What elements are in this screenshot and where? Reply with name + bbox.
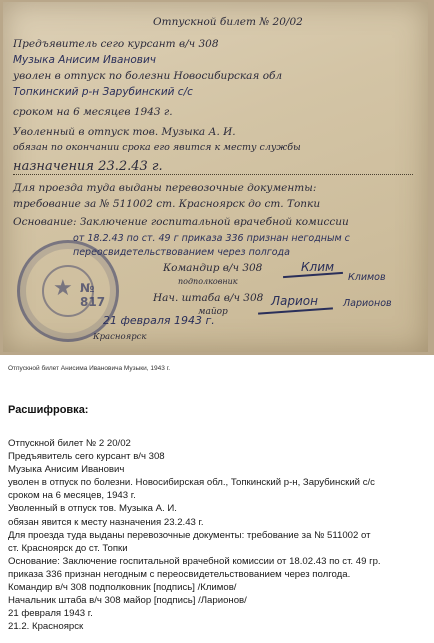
doc-line: Командир в/ч 308 [163,262,263,274]
doc-line: требование за № 511002 ст. Красноярск до ст. Топки [13,198,321,210]
star-icon: ★ [53,276,73,301]
photo-caption: Отпускной билет Анисима Ивановича Музыки, 1943 г. [8,365,171,372]
transcription-line: Музыка Анисим Иванович [8,464,125,476]
doc-line: Топкинский р-н Зарубинский с/с [13,86,193,98]
transcription-line: Командир в/ч 308 подполковник [подпись] /Климов/ [8,582,237,594]
round-stamp [17,240,119,342]
transcription-line: Предъявитель сего курсант в/ч 308 [8,451,165,463]
transcription-line: Уволенный в отпуск тов. Музыка А. И. [8,503,177,515]
transcription-line: обязан явится к месту назначения 23.2.43 г. [8,516,204,528]
transcription-heading: Расшифровка: [8,404,89,416]
transcription-line: ст. Красноярск до ст. Топки [8,542,128,554]
signature-commander: Клим [301,260,335,274]
doc-line: Нач. штаба в/ч 308 [153,292,264,304]
leave-ticket-paper [3,2,428,352]
doc-line: сроком на 6 месяцев 1943 г. [13,106,173,118]
doc-line: Предъявитель сего курсант в/ч 308 [13,38,219,50]
doc-line: обязан по окончании срока его явится к месту службы [13,142,301,153]
doc-line: назначения 23.2.43 г. [13,159,163,174]
transcription-line: 21 февраля 1943 г. [8,608,93,620]
doc-line: 21 февраля 1943 г. [103,314,215,327]
transcription-line: Основание: Заключение госпитальной врачебной комиссии от 18.02.43 по ст. 49 гр. [8,555,381,567]
doc-line: Для проезда туда выданы перевозочные документы: [13,182,317,194]
signature-stroke [258,307,333,314]
doc-line: уволен в отпуск по болезни Новосибирская обл [13,70,283,82]
signature-chief-of-staff: Ларион [271,294,318,308]
doc-line: Основание: Заключение госпитальной врачебной комиссии [13,216,349,228]
doc-line: Музыка Анисим Иванович [13,54,156,66]
transcription-line: приказа 336 признан негодным с переосвидетельствованием через полгода. [8,568,351,580]
doc-line: Климов [348,272,386,283]
stamp-number: № 817 [80,281,106,309]
transcription-line: сроком на 6 месяцев, 1943 г. [8,490,136,502]
document-header: Отпускной билет № 20/02 [153,16,303,28]
doc-line: майор [198,307,228,317]
transcription-line: Отпускной билет № 2 20/02 [8,438,131,449]
divider [13,174,413,175]
doc-line: Уволенный в отпуск тов. Музыка А. И. [13,126,236,138]
doc-line: от 18.2.43 по ст. 49 г приказа 336 признан негодным с [73,233,350,244]
doc-line: переосвидетельствованием через полгода [73,247,290,258]
doc-line: подполковник [178,277,238,286]
doc-line: Ларионов [343,298,392,309]
transcription-line: Начальник штаба в/ч 308 майор [подпись] /Ларионов/ [8,595,247,607]
transcription [8,437,434,633]
transcription-line: Для проезда туда выданы перевозочные документы: требование за № 511002 от [8,529,371,541]
transcription-line: 21.2. Красноярск [8,621,84,633]
doc-line: Красноярск [93,332,147,342]
transcription-line: уволен в отпуск по болезни. Новосибирская обл., Топкинский р-н, Зарубинский с/с [8,477,375,489]
